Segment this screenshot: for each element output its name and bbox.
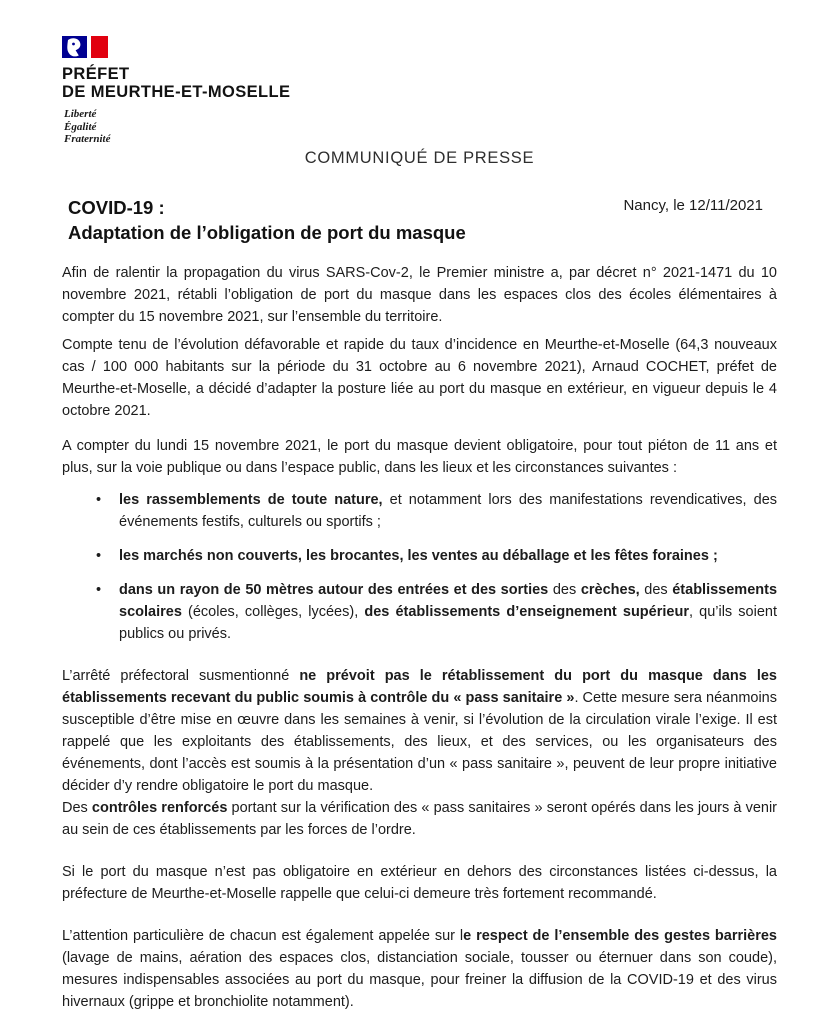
text-segment: A compter du lundi 15 novembre 2021, le port du masque devient obligatoire, pour tout piéton de 11 ans et plus, sur la voie publique ou dans l’espace public, dans les lieux et les circonstances suivantes :	[62, 437, 777, 476]
text-segment-bold: les rassemblements de toute nature,	[119, 491, 383, 508]
text-segment-bold: contrôles renforcés	[91, 799, 228, 816]
text-segment-bold: ne prévoit pas le rétablissement du port du masque dans les établissements recevant du public soumis à contrôle du « pass sanitaire »	[62, 667, 777, 706]
motto-liberte: Liberté	[64, 108, 97, 120]
text-segment: Des	[62, 799, 92, 816]
text-segment-bold: les marchés non couverts, les brocantes, les ventes au déballage et les fêtes foraines ;	[119, 547, 718, 564]
page-title	[62, 195, 466, 245]
agency-name-line2: DE MEURTHE-ET-MOSELLE	[62, 83, 291, 101]
text-segment: , qu’ils soient publics ou privés.	[119, 603, 777, 642]
obligation-list	[62, 489, 777, 645]
paragraph-gestes-barrieres	[62, 925, 777, 1013]
dateline: Nancy, le 12/11/2021	[623, 196, 763, 214]
text-segment: . Cette mesure sera néanmoins susceptible d’être mise en œuvre dans les semaines à venir, si l’évolution de la circulation virale l’exige. Il est rappelé que les exploitants des établissements, des lieux, et des services, ou les organisateurs des événements, dont l’accès est soumis à la présentation d’un « pass sanitaire », peuvent de leur propre initiative décider d’y rendre obligatoire le port du masque.	[62, 689, 777, 794]
press-release-body	[62, 262, 777, 1013]
text-segment: Si le port du masque n’est pas obligatoire en extérieur en dehors des circonstances listées ci-dessus, la préfecture de Meurthe-et-Moselle rappelle que celui-ci demeure très fortement recommandé.	[62, 863, 777, 902]
text-segment: des	[548, 581, 581, 598]
text-segment-bold: e respect de l’ensemble des gestes barrières	[463, 927, 777, 944]
paragraph-obligation-intro	[62, 435, 777, 479]
title-row	[62, 195, 777, 245]
list-item-rayon-50m	[62, 579, 777, 645]
text-segment: Compte tenu de l’évolution défavorable et rapide du taux d’incidence en Meurthe-et-Moselle (64,3 nouveaux cas / 100 000 habitants sur la période du 31 octobre au 6 novembre 2021), Arnaud COCHET, préfet de Meurthe-et-Moselle, a décidé d’adapter la posture liée au port du masque en extérieur, en vigueur depuis le 4 octobre 2021.	[62, 336, 777, 419]
text-segment: L’arrêté préfectoral susmentionné	[62, 667, 300, 684]
french-flag-marianne-icon	[62, 36, 108, 58]
prefet-logo	[62, 36, 777, 146]
paragraph-controles	[62, 797, 777, 841]
text-segment: (écoles, collèges, lycées),	[181, 603, 365, 620]
paragraph-arrete	[62, 665, 777, 797]
list-item-marches	[62, 545, 777, 567]
title-line-2: Adaptation de l’obligation de port du masque	[68, 221, 466, 243]
text-segment: et notamment lors des manifestations revendicatives, des événements festifs, culturels ou sportifs ;	[119, 491, 778, 530]
motto	[64, 108, 777, 146]
text-segment-bold: des établissements d’enseignement supérieur	[364, 603, 689, 620]
list-item-rassemblements	[62, 489, 777, 533]
text-segment: L’attention particulière de chacun est également appelée sur l	[62, 927, 464, 944]
text-segment-bold: dans un rayon de 50 mètres autour des entrées et des sorties	[119, 581, 549, 598]
paragraph-incidence	[62, 334, 777, 422]
motto-fraternite: Fraternité	[64, 133, 111, 145]
text-segment-bold: établissements scolaires	[119, 581, 778, 620]
text-segment: des	[639, 581, 673, 598]
motto-egalite: Égalité	[64, 120, 97, 133]
paragraph-recommandation	[62, 861, 777, 905]
text-segment-bold: crèches,	[580, 581, 640, 598]
text-segment: portant sur la vérification des « pass sanitaires » seront opérés dans les jours à venir au sein de ces établissements par les forces de l’ordre.	[62, 799, 777, 838]
document-type-label: COMMUNIQUÉ DE PRESSE	[304, 148, 535, 167]
agency-name-line1: PRÉFET	[62, 65, 130, 83]
text-segment: Afin de ralentir la propagation du virus SARS-Cov-2, le Premier ministre a, par décret n° 2021-1471 du 10 novembre 2021, rétabli l’obligation de port du masque dans les espaces clos des écoles élémentaires à compter du 15 novembre 2021, sur l’ensemble du territoire.	[62, 264, 777, 325]
text-segment: (lavage de mains, aération des espaces clos, distanciation sociale, tousser ou éternuer dans son coude), mesures indispensables associées au port du masque, pour freiner la diffusion de la COVID-19 et des virus hivernaux (grippe et bronchiolite notamment).	[62, 949, 777, 1010]
paragraph-decree	[62, 262, 777, 328]
letterhead	[62, 36, 777, 245]
title-line-1: COVID-19 :	[68, 196, 165, 218]
